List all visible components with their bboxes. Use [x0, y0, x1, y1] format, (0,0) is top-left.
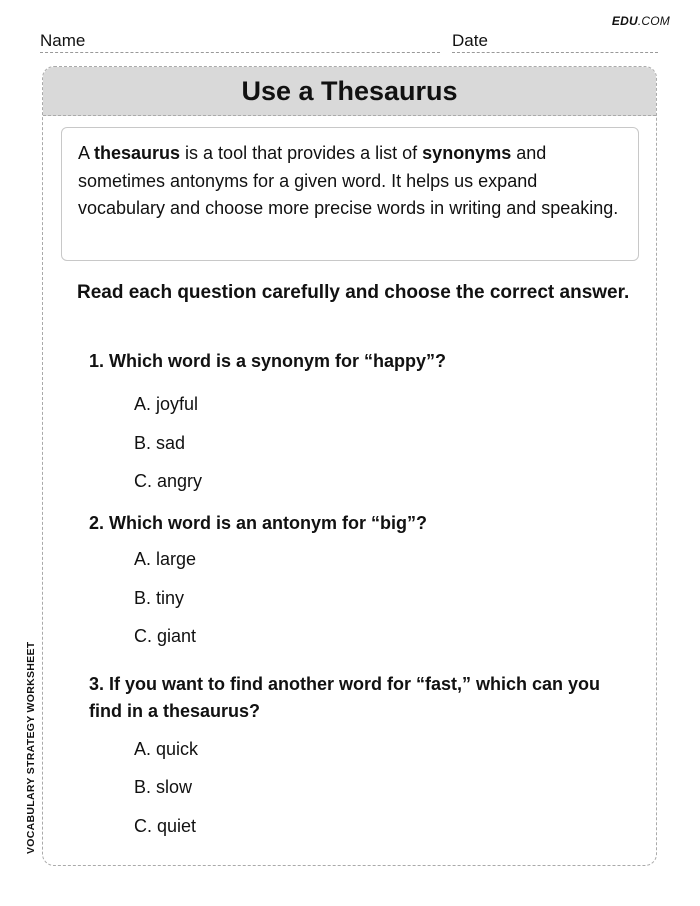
question-1-option-c[interactable]: C. angry — [134, 471, 203, 491]
date-label: Date — [452, 31, 488, 50]
instructions: Read each question carefully and choose the correct answer. — [77, 282, 630, 303]
question-2: 2. Which word is an antonym for “big”? — [89, 513, 428, 533]
question-3-option-b[interactable]: B. slow — [134, 777, 193, 797]
worksheet-category-label: VOCABULARY STRATEGY WORKSHEET — [25, 641, 37, 854]
intro-term-thesaurus: thesaurus — [94, 143, 181, 163]
question-3-option-a[interactable]: A. quick — [134, 739, 199, 759]
logo-light-text: .COM — [637, 14, 670, 28]
question-1-option-a[interactable]: A. joyful — [134, 394, 199, 414]
question-2-option-b[interactable]: B. tiny — [134, 588, 185, 608]
question-3: 3. If you want to find another word for “fast,” which can you find in a thesaurus? — [89, 674, 601, 721]
title-bar — [43, 67, 656, 116]
definition-box — [61, 127, 639, 261]
question-1: 1. Which word is a synonym for “happy”? — [89, 351, 447, 371]
intro-text-1: A — [78, 143, 95, 163]
worksheet-title: Use a Thesaurus — [241, 75, 458, 106]
name-label: Name — [40, 31, 86, 50]
question-2-option-a[interactable]: A. large — [134, 549, 197, 569]
question-1-option-b[interactable]: B. sad — [134, 433, 186, 453]
intro-term-synonyms: synonyms — [422, 143, 512, 163]
intro-text-2: is a tool that provides a list of — [180, 143, 423, 163]
edu-com-logo — [612, 14, 670, 28]
name-field[interactable] — [40, 32, 440, 53]
date-field[interactable] — [452, 32, 658, 53]
worksheet-card — [42, 66, 657, 866]
logo-bold-text: EDU — [611, 14, 638, 28]
question-2-option-c[interactable]: C. giant — [134, 626, 197, 646]
question-3-option-c[interactable]: C. quiet — [134, 816, 197, 836]
intro-text-3: and sometimes antonyms for a given word. It helps us expand vocabulary and choose more precise words in writing and speaking. — [78, 143, 619, 218]
